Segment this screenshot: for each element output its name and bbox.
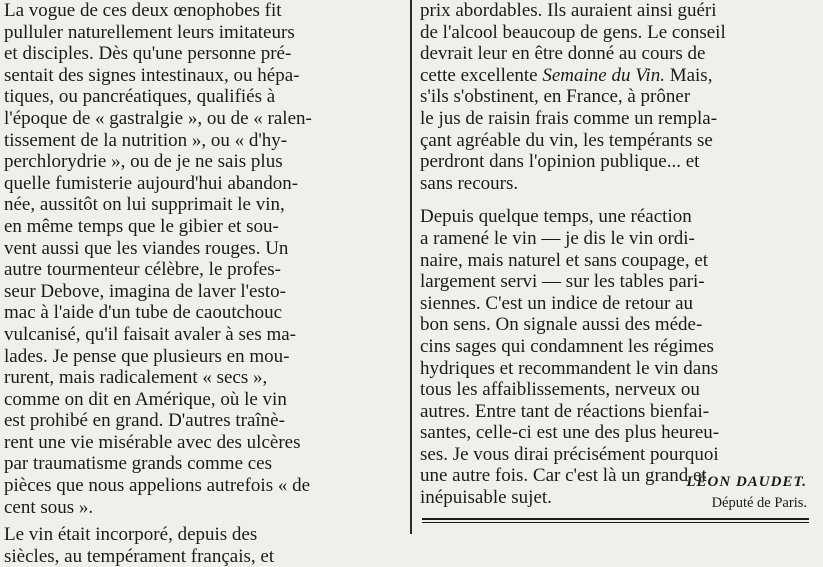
text-line: mac à l'aide d'un tube de caoutchouc <box>4 302 283 324</box>
text-line: Depuis quelque temps, une réaction <box>420 206 692 228</box>
text-line: pièces que nous appelions autrefois « de <box>4 475 311 497</box>
text-line: La vogue de ces deux œnophobes fit <box>4 0 282 21</box>
text-line: hydriques et recommandent le vin dans <box>420 357 719 379</box>
text-line: a ramené le vin — je dis le vin ordi- <box>420 227 695 249</box>
text-line: le jus de raisin frais comme un rempla- <box>420 107 718 129</box>
text-line: Le vin était incorporé, depuis des <box>4 524 258 546</box>
text-line: une autre fois. Car c'est là un grand et <box>420 465 707 487</box>
text-line: tissement de la nutrition », ou « d'hy- <box>4 129 288 151</box>
text-line: inépuisable sujet. <box>420 487 552 509</box>
text-line: devrait leur en être donné au cours de <box>420 43 706 65</box>
text-line: tous les affaiblissements, nerveux ou <box>420 379 700 401</box>
text-line: en même temps que le gibier et sou- <box>4 215 279 237</box>
text-line: vent aussi que les viandes rouges. Un <box>4 237 289 259</box>
text-line: siècles, au tempérament français, et <box>4 545 275 567</box>
text-line: quelle fumisterie aujourd'hui abandon- <box>4 172 299 194</box>
text-line: tiques, ou pancréatiques, qualifiés à <box>4 86 276 108</box>
text-line: naire, mais naturel et sans coupage, et <box>420 249 709 271</box>
right-column <box>420 0 808 534</box>
text-fragment: Mais, <box>664 64 713 86</box>
author-title: Député de Paris. <box>711 495 807 511</box>
text-line: vulcanisé, qu'il faisait avaler à ses ma- <box>4 323 297 345</box>
text-line: ses. Je vous dirai précisément pourquoi <box>420 443 719 465</box>
text-line: largement servi — sur les tables pari- <box>420 271 705 293</box>
text-line: santes, celle-ci est une des plus heureu- <box>420 422 720 444</box>
text-line: cins sages qui condamnent les régimes <box>420 335 714 357</box>
text-fragment: cette excellente <box>420 64 543 86</box>
text-line: perdront dans l'opinion publique... et <box>420 151 700 173</box>
text-line: lades. Je pense que plusieurs en mou- <box>4 345 290 367</box>
text-line: prix abordables. Ils auraient ainsi guéri <box>420 0 717 21</box>
text-line: sans recours. <box>420 172 519 194</box>
closing-rule <box>422 518 809 520</box>
author-signature: LÉON DAUDET. <box>686 474 807 490</box>
text-line: née, aussitôt on lui supprimait le vin, <box>4 194 285 216</box>
text-line: est prohibé en grand. D'autres traînè- <box>4 410 285 432</box>
left-column <box>4 0 400 567</box>
column-divider <box>410 0 412 534</box>
text-line: pulluler naturellement leurs imitateurs <box>4 21 295 43</box>
text-line: autre tourmenteur célèbre, le profes- <box>4 259 281 281</box>
text-line: seur Debove, imagina de laver l'esto- <box>4 280 286 302</box>
text-line: sentait des signes intestinaux, ou hépa- <box>4 64 300 86</box>
text-line: s'ils s'obstinent, en France, à prôner <box>420 86 691 108</box>
text-line-with-italic <box>420 65 808 87</box>
text-line: siennes. C'est un indice de retour au <box>420 292 694 314</box>
text-line: l'époque de « gastralgie », ou de « ralen- <box>4 107 312 129</box>
text-line: de l'alcool beaucoup de gens. Le conseil <box>420 21 726 43</box>
text-line: autres. Entre tant de réactions bienfai- <box>420 400 710 422</box>
italic-title: Semaine du Vin. <box>542 64 665 86</box>
text-line: et disciples. Dès qu'une personne pré- <box>4 43 292 65</box>
text-line: perchlorydrie », ou de je ne sais plus <box>4 151 283 173</box>
text-line: cent sous ». <box>4 496 94 518</box>
closing-rule-thin <box>422 522 809 523</box>
text-line: bon sens. On signale aussi des méde- <box>420 314 703 336</box>
text-line: çant agréable du vin, les tempérants se <box>420 129 713 151</box>
text-line: rurent, mais radicalement « secs », <box>4 367 268 389</box>
text-line: par traumatisme grands comme ces <box>4 453 273 475</box>
text-line: comme on dit en Amérique, où le vin <box>4 388 287 410</box>
text-line: rent une vie misérable avec des ulcères <box>4 431 301 453</box>
